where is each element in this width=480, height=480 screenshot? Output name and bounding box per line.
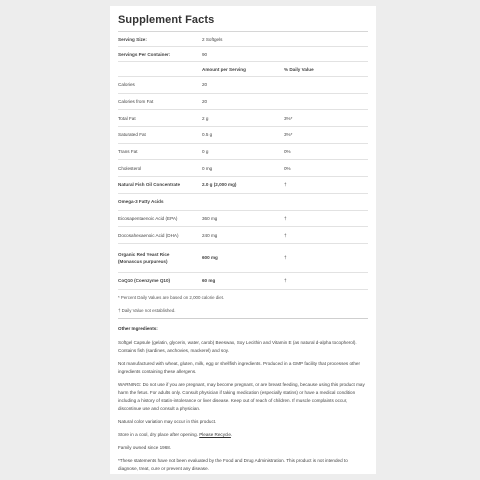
fish-oil-name: Natural Fish Oil Concentrate <box>118 182 181 188</box>
nutrient-dv: 3%* <box>284 132 293 138</box>
nutrient-name: Calories from Fat <box>118 99 154 105</box>
coq10-amount: 60 mg <box>202 278 216 284</box>
dv-column-header: % Daily Value <box>284 66 314 72</box>
nutrient-amount: 20 <box>202 82 208 88</box>
nutrient-row <box>118 77 368 94</box>
red-yeast-rice-row <box>118 244 368 273</box>
fish-oil-amount: 2.0 g (2,000 mg) <box>202 182 237 188</box>
omega-amount: 360 mg <box>202 215 218 221</box>
nutrient-row <box>118 94 368 111</box>
coq10-dv: † <box>284 278 287 284</box>
omega-name: Docosahexaenoic Acid (DHA) <box>118 232 179 238</box>
servings-per-container-label: Servings Per Container: <box>118 51 171 57</box>
recycle-link[interactable]: Please Recycle <box>199 431 231 437</box>
column-header-row <box>118 62 368 77</box>
supplement-facts-panel <box>110 6 376 474</box>
serving-size-label: Serving Size: <box>118 36 147 42</box>
panel-title: Supplement Facts <box>118 14 215 26</box>
nutrient-name: Calories <box>118 82 135 88</box>
footnote-dv: * Percent Daily Values are based on 2,000 calorie diet. <box>118 294 225 300</box>
red-yeast-rice-amount: 600 mg <box>202 255 218 261</box>
nutrient-name: Saturated Fat <box>118 132 146 138</box>
other-ingredients-heading: Other Ingredients: <box>118 325 158 331</box>
fish-oil-row <box>118 177 368 194</box>
nutrient-name: Trans Fat <box>118 149 138 155</box>
omega-header: Omega-3 Fatty Acids <box>118 199 164 205</box>
omega-row <box>118 227 368 244</box>
omega-name: Eicosapentaenoic Acid (EPA) <box>118 215 178 221</box>
fda-disclaimer-text: *These statements have not been evaluated by the Food and Drug Administration. This product is not intended to diagnose, treat, cure or prevent any disease. <box>118 457 348 471</box>
fish-oil-dv: † <box>284 182 287 188</box>
nutrient-amount: 0 mg <box>202 165 213 171</box>
nutrient-amount: 0.5 g <box>202 132 213 138</box>
nutrient-dv: 0% <box>284 149 291 155</box>
family-owned-text: Family owned since 1968. <box>118 444 172 450</box>
storage-text-end: . <box>230 431 233 437</box>
nutrient-name: Total Fat <box>118 115 136 121</box>
storage-text <box>118 431 368 439</box>
storage-text-main: Store in a cool, dry place after opening. <box>118 431 200 437</box>
red-yeast-rice-dv: † <box>284 255 287 261</box>
nutrient-dv: 3%* <box>284 115 293 121</box>
footnote-dagger: † Daily Value not established. <box>118 307 176 313</box>
servings-per-container-row <box>118 47 368 62</box>
color-variation-text: Natural color variation may occur in this product. <box>118 418 217 424</box>
nutrient-row <box>118 144 368 161</box>
coq10-row <box>118 273 368 290</box>
nutrient-row <box>118 160 368 177</box>
nutrient-amount: 20 <box>202 99 208 105</box>
amount-column-header: Amount per Serving <box>202 66 246 72</box>
red-yeast-rice-name-line2: (Monascus purpureus) <box>118 258 168 264</box>
serving-size-row <box>118 32 368 47</box>
coq10-name: CoQ10 (Coenzyme Q10) <box>118 278 171 284</box>
red-yeast-rice-name <box>118 251 202 265</box>
serving-size-value: 2 Softgels <box>202 36 223 42</box>
other-ingredients-text: Softgel Capsule (gelatin, glycerin, water, carob) Beeswax, Soy Lecithin and Vitamin E (as natural d-alpha tocopherol). Contains fish (sardines, anchovies, mackerel) and soy. <box>118 339 357 353</box>
other-ingredients-section <box>118 325 368 473</box>
omega-row <box>118 211 368 228</box>
nutrient-amount: 2 g <box>202 115 209 121</box>
warning-text: WARNING: Do not use if you are pregnant, may become pregnant, or are breast feeding, because using this product may harm the fetus. For adults only. Consult physician if taking medication (especially statins) or have a medical condition including a history of statin-intolerance or liver disease. Keep out of reach of children. If muscle complaints occur, discontinue use and consult a physician. <box>118 381 365 411</box>
omega-header-row <box>118 194 368 211</box>
servings-per-container-value: 90 <box>202 51 208 57</box>
omega-dv: † <box>284 215 287 221</box>
footnotes <box>118 292 368 319</box>
nutrient-row <box>118 110 368 127</box>
nutrient-amount: 0 g <box>202 149 209 155</box>
nutrient-dv: 0% <box>284 165 291 171</box>
omega-amount: 240 mg <box>202 232 218 238</box>
nutrient-name: Cholesterol <box>118 165 142 171</box>
omega-dv: † <box>284 232 287 238</box>
red-yeast-rice-name-line1: Organic Red Yeast Rice <box>118 251 170 257</box>
allergen-text: Not manufactured with wheat, gluten, milk, egg or shellfish ingredients. Produced in a GMP facility that processes other ingredients containing these allergens. <box>118 360 360 374</box>
nutrient-row <box>118 127 368 144</box>
